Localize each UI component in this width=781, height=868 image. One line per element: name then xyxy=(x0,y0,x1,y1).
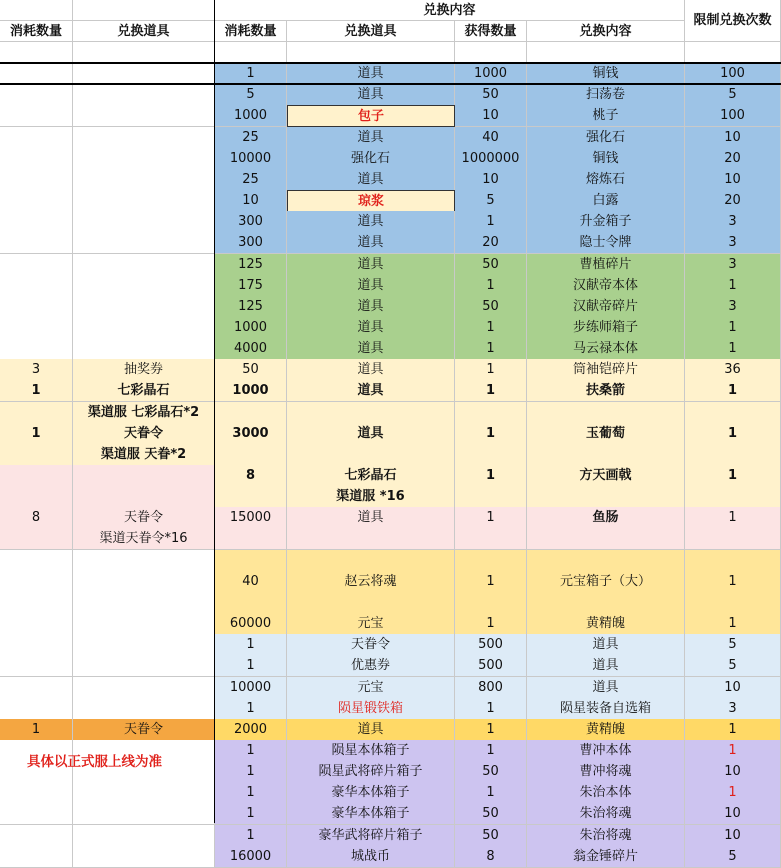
header-col: 获得数量 xyxy=(455,21,527,42)
empty-cell xyxy=(685,402,781,424)
table-cell: 1 xyxy=(455,423,527,445)
table-cell: 1 xyxy=(455,338,527,360)
table-cell: 渠道服 七彩晶石*2 xyxy=(73,402,215,424)
empty-cell xyxy=(73,105,215,127)
table-cell: 10 xyxy=(455,169,527,191)
empty-cell xyxy=(73,296,215,318)
empty-cell xyxy=(215,592,287,614)
table-cell: 10 xyxy=(455,105,527,127)
table-cell: 50 xyxy=(455,825,527,847)
table-cell: 渠道天眷令*16 xyxy=(73,528,215,550)
table-cell: 5 xyxy=(455,190,527,212)
empty-cell xyxy=(73,592,215,614)
empty-cell xyxy=(527,550,685,572)
table-cell: 天眷令 xyxy=(73,719,215,741)
table-cell: 1 xyxy=(215,63,287,85)
table-cell: 300 xyxy=(215,211,287,233)
table-cell: 道具 xyxy=(527,655,685,677)
table-cell: 朱治本体 xyxy=(527,782,685,804)
table-cell: 10000 xyxy=(215,677,287,699)
empty-cell xyxy=(73,275,215,297)
table-cell: 1 xyxy=(455,698,527,720)
empty-cell xyxy=(73,338,215,360)
table-cell: 包子 xyxy=(287,105,455,127)
table-cell: 道具 xyxy=(287,296,455,318)
table-cell: 5 xyxy=(685,655,781,677)
empty-cell xyxy=(73,190,215,212)
table-cell: 3 xyxy=(685,698,781,720)
table-cell: 25 xyxy=(215,127,287,149)
header-col: 兑换道具 xyxy=(73,21,215,42)
table-cell: 黄精魄 xyxy=(527,719,685,741)
table-cell: 七彩晶石 xyxy=(73,380,215,402)
table-cell: 125 xyxy=(215,296,287,318)
table-cell: 桃子 xyxy=(527,105,685,127)
table-cell: 升金箱子 xyxy=(527,211,685,233)
empty-cell xyxy=(527,42,685,64)
empty-cell xyxy=(685,550,781,572)
table-cell: 1 xyxy=(455,507,527,529)
table-cell: 36 xyxy=(685,359,781,381)
empty-cell xyxy=(73,169,215,191)
empty-cell xyxy=(73,782,215,804)
empty-cell xyxy=(73,846,215,868)
table-cell: 铜钱 xyxy=(527,63,685,85)
table-cell: 天眷令 xyxy=(73,507,215,529)
table-cell: 道具 xyxy=(287,127,455,149)
table-cell: 熔炼石 xyxy=(527,169,685,191)
table-cell: 1 xyxy=(215,634,287,656)
table-cell: 3 xyxy=(685,254,781,276)
table-cell: 道具 xyxy=(287,338,455,360)
table-cell: 1 xyxy=(685,380,781,402)
table-cell: 125 xyxy=(215,254,287,276)
empty-cell xyxy=(73,677,215,699)
table-cell: 1 xyxy=(215,740,287,762)
header-limit: 限制兑换次数 xyxy=(685,0,781,42)
table-cell: 道具 xyxy=(287,84,455,106)
table-cell: 抽奖券 xyxy=(73,359,215,381)
empty-cell xyxy=(73,655,215,677)
empty-cell xyxy=(215,486,287,508)
empty-cell xyxy=(215,444,287,466)
table-cell: 16000 xyxy=(215,846,287,868)
empty-cell xyxy=(73,634,215,656)
table-cell: 800 xyxy=(455,677,527,699)
empty-cell xyxy=(455,402,527,424)
empty-cell xyxy=(0,63,73,85)
table-cell: 500 xyxy=(455,634,527,656)
table-cell: 赵云将魂 xyxy=(287,571,455,593)
empty-cell xyxy=(73,232,215,254)
empty-cell xyxy=(0,613,73,635)
header-col: 兑换内容 xyxy=(527,21,685,42)
table-cell: 道具 xyxy=(527,634,685,656)
empty-cell xyxy=(73,148,215,170)
table-cell: 马云禄本体 xyxy=(527,338,685,360)
empty-cell xyxy=(0,634,73,656)
empty-cell xyxy=(0,402,73,424)
empty-cell xyxy=(73,211,215,233)
table-cell: 渠道服 天眷*2 xyxy=(73,444,215,466)
table-cell: 1 xyxy=(215,655,287,677)
empty-cell xyxy=(0,127,73,149)
empty-cell xyxy=(0,148,73,170)
empty-cell xyxy=(0,571,73,593)
table-cell: 隐士令牌 xyxy=(527,232,685,254)
table-cell: 1 xyxy=(455,380,527,402)
table-cell: 50 xyxy=(215,359,287,381)
empty-cell xyxy=(73,127,215,149)
table-cell: 琼浆 xyxy=(287,190,455,212)
table-cell: 1 xyxy=(455,211,527,233)
table-cell: 10 xyxy=(685,127,781,149)
table-cell: 1000000 xyxy=(455,148,527,170)
empty-cell xyxy=(0,317,73,339)
table-cell: 1 xyxy=(0,423,73,445)
table-cell: 5 xyxy=(685,846,781,868)
empty-cell xyxy=(73,42,215,64)
table-cell: 汉献帝碎片 xyxy=(527,296,685,318)
table-cell: 1 xyxy=(455,613,527,635)
table-cell: 8 xyxy=(455,846,527,868)
table-cell: 道具 xyxy=(287,254,455,276)
table-cell: 筒袖铠碎片 xyxy=(527,359,685,381)
table-cell: 1 xyxy=(215,782,287,804)
note-text: 具体以正式服上线为准 xyxy=(27,753,162,770)
empty-cell xyxy=(73,486,215,508)
table-cell: 1 xyxy=(455,782,527,804)
empty-cell xyxy=(287,528,455,550)
empty-cell xyxy=(685,42,781,64)
table-cell: 陨星装备自选箱 xyxy=(527,698,685,720)
empty-cell xyxy=(73,84,215,106)
table-cell: 1 xyxy=(685,317,781,339)
header-blank xyxy=(73,0,215,21)
empty-cell xyxy=(0,169,73,191)
empty-cell xyxy=(0,465,73,487)
empty-cell xyxy=(455,550,527,572)
empty-cell xyxy=(287,592,455,614)
empty-cell xyxy=(73,613,215,635)
table-cell: 8 xyxy=(215,465,287,487)
empty-cell xyxy=(0,528,73,550)
empty-cell xyxy=(0,444,73,466)
table-cell: 175 xyxy=(215,275,287,297)
table-cell: 1 xyxy=(215,825,287,847)
table-cell: 元宝箱子（大） xyxy=(527,571,685,593)
table-cell: 10 xyxy=(685,803,781,825)
empty-cell xyxy=(0,782,73,804)
table-cell: 铜钱 xyxy=(527,148,685,170)
table-cell: 3 xyxy=(0,359,73,381)
separator-line xyxy=(0,83,781,85)
empty-cell xyxy=(0,846,73,868)
empty-cell xyxy=(455,486,527,508)
empty-cell xyxy=(0,296,73,318)
empty-cell xyxy=(455,444,527,466)
table-cell: 100 xyxy=(685,105,781,127)
empty-cell xyxy=(455,528,527,550)
empty-cell xyxy=(215,402,287,424)
table-cell: 扶桑箭 xyxy=(527,380,685,402)
table-cell: 渠道服 *16 xyxy=(287,486,455,508)
empty-cell xyxy=(527,486,685,508)
table-cell: 强化石 xyxy=(527,127,685,149)
table-cell: 1 xyxy=(215,698,287,720)
empty-cell xyxy=(685,444,781,466)
table-cell: 50 xyxy=(455,761,527,783)
table-cell: 天眷令 xyxy=(73,423,215,445)
table-cell: 10 xyxy=(685,677,781,699)
table-cell: 50 xyxy=(455,254,527,276)
empty-cell xyxy=(0,592,73,614)
table-cell: 1 xyxy=(0,380,73,402)
table-cell: 七彩晶石 xyxy=(287,465,455,487)
table-cell: 20 xyxy=(455,232,527,254)
table-cell: 天眷令 xyxy=(287,634,455,656)
table-cell: 1 xyxy=(685,338,781,360)
empty-cell xyxy=(73,254,215,276)
empty-cell xyxy=(73,803,215,825)
table-cell: 道具 xyxy=(287,317,455,339)
table-cell: 10 xyxy=(685,169,781,191)
table-cell: 步练师箱子 xyxy=(527,317,685,339)
table-cell: 50 xyxy=(455,296,527,318)
table-cell: 3 xyxy=(685,211,781,233)
table-cell: 元宝 xyxy=(287,613,455,635)
empty-cell xyxy=(0,232,73,254)
table-cell: 1 xyxy=(685,719,781,741)
empty-cell xyxy=(527,528,685,550)
table-cell: 黄精魄 xyxy=(527,613,685,635)
header-col: 消耗数量 xyxy=(0,21,73,42)
table-cell: 陨星锻铁箱 xyxy=(287,698,455,720)
table-cell: 1000 xyxy=(215,317,287,339)
table-cell: 3 xyxy=(685,232,781,254)
table-cell: 汉献帝本体 xyxy=(527,275,685,297)
table-cell: 朱治将魂 xyxy=(527,803,685,825)
table-cell: 60000 xyxy=(215,613,287,635)
table-cell: 5 xyxy=(215,84,287,106)
empty-cell xyxy=(527,444,685,466)
table-cell: 50 xyxy=(455,803,527,825)
table-cell: 强化石 xyxy=(287,148,455,170)
table-cell: 优惠券 xyxy=(287,655,455,677)
empty-cell xyxy=(0,486,73,508)
table-cell: 1 xyxy=(455,359,527,381)
table-cell: 5 xyxy=(685,634,781,656)
table-cell: 朱治将魂 xyxy=(527,825,685,847)
empty-cell xyxy=(455,42,527,64)
table-cell: 扫荡卷 xyxy=(527,84,685,106)
table-cell: 15000 xyxy=(215,507,287,529)
empty-cell xyxy=(287,444,455,466)
empty-cell xyxy=(527,592,685,614)
empty-cell xyxy=(0,677,73,699)
table-cell: 5 xyxy=(685,84,781,106)
table-cell: 500 xyxy=(455,655,527,677)
empty-cell xyxy=(0,211,73,233)
table-cell: 道具 xyxy=(287,232,455,254)
table-cell: 鱼肠 xyxy=(527,507,685,529)
table-cell: 1 xyxy=(685,782,781,804)
table-cell: 1 xyxy=(685,465,781,487)
table-cell: 300 xyxy=(215,232,287,254)
table-cell: 10 xyxy=(215,190,287,212)
table-cell: 2000 xyxy=(215,719,287,741)
table-cell: 道具 xyxy=(287,380,455,402)
empty-cell xyxy=(73,825,215,847)
table-cell: 1 xyxy=(685,275,781,297)
header-col: 消耗数量 xyxy=(215,21,287,42)
table-cell: 4000 xyxy=(215,338,287,360)
header-blank xyxy=(0,0,73,21)
empty-cell xyxy=(215,42,287,64)
empty-cell xyxy=(685,528,781,550)
table-cell: 3000 xyxy=(215,423,287,445)
empty-cell xyxy=(0,84,73,106)
table-cell: 8 xyxy=(0,507,73,529)
empty-cell xyxy=(0,190,73,212)
empty-cell xyxy=(0,825,73,847)
empty-cell xyxy=(287,550,455,572)
empty-cell xyxy=(685,486,781,508)
table-cell: 元宝 xyxy=(287,677,455,699)
table-cell: 道具 xyxy=(287,507,455,529)
empty-cell xyxy=(287,42,455,64)
table-cell: 城战币 xyxy=(287,846,455,868)
table-cell: 曹冲将魂 xyxy=(527,761,685,783)
empty-cell xyxy=(73,571,215,593)
header-merged: 兑换内容 xyxy=(215,0,685,21)
table-cell: 1 xyxy=(215,803,287,825)
table-cell: 1 xyxy=(215,761,287,783)
empty-cell xyxy=(685,592,781,614)
empty-cell xyxy=(73,63,215,85)
table-cell: 25 xyxy=(215,169,287,191)
empty-cell xyxy=(0,42,73,64)
table-cell: 40 xyxy=(455,127,527,149)
table-cell: 1 xyxy=(455,571,527,593)
table-cell: 道具 xyxy=(287,211,455,233)
table-cell: 100 xyxy=(685,63,781,85)
table-cell: 陨星武将碎片箱子 xyxy=(287,761,455,783)
table-cell: 曹冲本体 xyxy=(527,740,685,762)
empty-cell xyxy=(215,528,287,550)
empty-cell xyxy=(0,105,73,127)
header-col: 兑换道具 xyxy=(287,21,455,42)
table-cell: 道具 xyxy=(527,677,685,699)
empty-cell xyxy=(287,402,455,424)
table-cell: 40 xyxy=(215,571,287,593)
table-cell: 白露 xyxy=(527,190,685,212)
table-cell: 20 xyxy=(685,148,781,170)
table-cell: 豪华本体箱子 xyxy=(287,782,455,804)
table-cell: 豪华武将碎片箱子 xyxy=(287,825,455,847)
table-cell: 道具 xyxy=(287,423,455,445)
table-cell: 道具 xyxy=(287,275,455,297)
table-cell: 道具 xyxy=(287,63,455,85)
empty-cell xyxy=(0,550,73,572)
table-cell: 道具 xyxy=(287,359,455,381)
empty-cell xyxy=(0,803,73,825)
table-cell: 1 xyxy=(0,719,73,741)
empty-cell xyxy=(73,550,215,572)
empty-cell xyxy=(527,402,685,424)
empty-cell xyxy=(455,592,527,614)
table-cell: 20 xyxy=(685,190,781,212)
table-cell: 10 xyxy=(685,761,781,783)
table-cell: 1 xyxy=(685,423,781,445)
table-cell: 10000 xyxy=(215,148,287,170)
separator-line xyxy=(0,62,781,64)
table-cell: 1 xyxy=(685,571,781,593)
table-cell: 翁金锤碎片 xyxy=(527,846,685,868)
table-cell: 1 xyxy=(455,719,527,741)
table-cell: 1 xyxy=(685,740,781,762)
separator-line xyxy=(214,0,215,823)
table-cell: 道具 xyxy=(287,169,455,191)
empty-cell xyxy=(0,698,73,720)
empty-cell xyxy=(73,698,215,720)
table-cell: 1000 xyxy=(215,105,287,127)
empty-cell xyxy=(73,465,215,487)
table-cell: 1 xyxy=(455,740,527,762)
table-cell: 豪华本体箱子 xyxy=(287,803,455,825)
table-cell: 曹植碎片 xyxy=(527,254,685,276)
table-cell: 1 xyxy=(455,317,527,339)
table-cell: 1000 xyxy=(215,380,287,402)
table-cell: 1 xyxy=(685,507,781,529)
empty-cell xyxy=(0,338,73,360)
table-cell: 道具 xyxy=(287,719,455,741)
table-cell: 10 xyxy=(685,825,781,847)
empty-cell xyxy=(0,275,73,297)
table-cell: 1 xyxy=(455,275,527,297)
empty-cell xyxy=(73,317,215,339)
table-cell: 1 xyxy=(455,465,527,487)
empty-cell xyxy=(0,655,73,677)
empty-cell xyxy=(0,254,73,276)
empty-cell xyxy=(215,550,287,572)
table-cell: 3 xyxy=(685,296,781,318)
table-cell: 玉葡萄 xyxy=(527,423,685,445)
table-cell: 1000 xyxy=(455,63,527,85)
table-cell: 1 xyxy=(685,613,781,635)
table-cell: 50 xyxy=(455,84,527,106)
table-cell: 陨星本体箱子 xyxy=(287,740,455,762)
table-cell: 方天画戟 xyxy=(527,465,685,487)
